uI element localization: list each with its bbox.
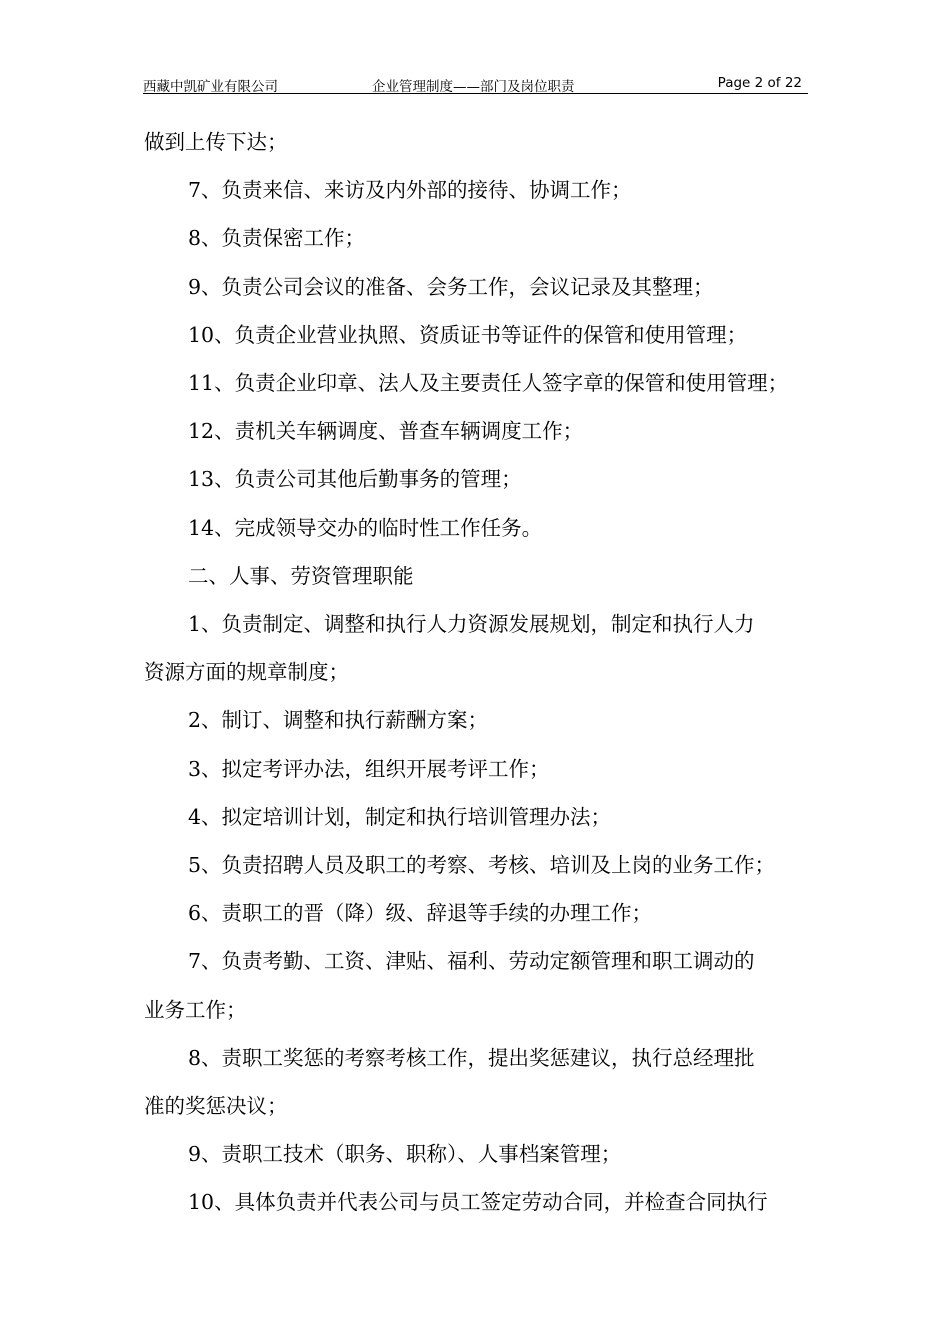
text-line: 7、负责来信、来访及内外部的接待、协调工作； — [188, 178, 632, 203]
text-line: 9、责职工技术（职务、职称）、人事档案管理； — [188, 1142, 622, 1167]
text-line: 8、负责保密工作； — [188, 226, 366, 251]
header-page-number: Page 2 of 22 — [717, 75, 802, 91]
header-rule — [143, 93, 808, 94]
page-header — [143, 72, 808, 94]
header-company: 西藏中凯矿业有限公司 — [143, 79, 278, 95]
text-line: 6、责职工的晋（降）级、辞退等手续的办理工作； — [188, 901, 653, 926]
text-line: 3、拟定考评办法，组织开展考评工作； — [188, 756, 550, 781]
text-line: 准的奖惩决议； — [144, 1094, 288, 1118]
text-line: 8、责职工奖惩的考察考核工作，提出奖惩建议，执行总经理批 — [188, 1045, 755, 1070]
text-line: 12、责机关车辆调度、普查车辆调度工作； — [188, 419, 584, 444]
text-line: 5、负责招聘人员及职工的考察、考核、培训及上岗的业务工作； — [188, 853, 776, 877]
text-line: 10、具体负责并代表公司与员工签定劳动合同，并检查合同执行 — [188, 1190, 768, 1215]
text-line: 11、负责企业印章、法人及主要责任人签字章的保管和使用管理； — [188, 371, 789, 395]
text-line: 业务工作； — [144, 997, 247, 1022]
text-line: 10、负责企业营业执照、资质证书等证件的保管和使用管理； — [188, 322, 748, 347]
text-line: 二、人事、劳资管理职能 — [188, 563, 414, 588]
text-line: 1、负责制定、调整和执行人力资源发展规划，制定和执行人力 — [188, 612, 755, 636]
header-title: 企业管理制度——部门及岗位职责 — [372, 79, 575, 95]
text-line: 13、负责公司其他后勤事务的管理； — [188, 467, 522, 492]
text-line: 资源方面的规章制度； — [144, 660, 349, 685]
text-line: 4、拟定培训计划，制定和执行培训管理办法； — [188, 804, 612, 829]
text-line: 做到上传下达； — [144, 130, 288, 154]
text-line: 7、负责考勤、工资、津贴、福利、劳动定额管理和职工调动的 — [188, 949, 755, 974]
text-line: 2、制订、调整和执行薪酬方案； — [188, 708, 489, 733]
text-line: 9、负责公司会议的准备、会务工作，会议记录及其整理； — [188, 274, 714, 299]
text-line: 14、完成领导交办的临时性工作任务。 — [188, 515, 543, 540]
